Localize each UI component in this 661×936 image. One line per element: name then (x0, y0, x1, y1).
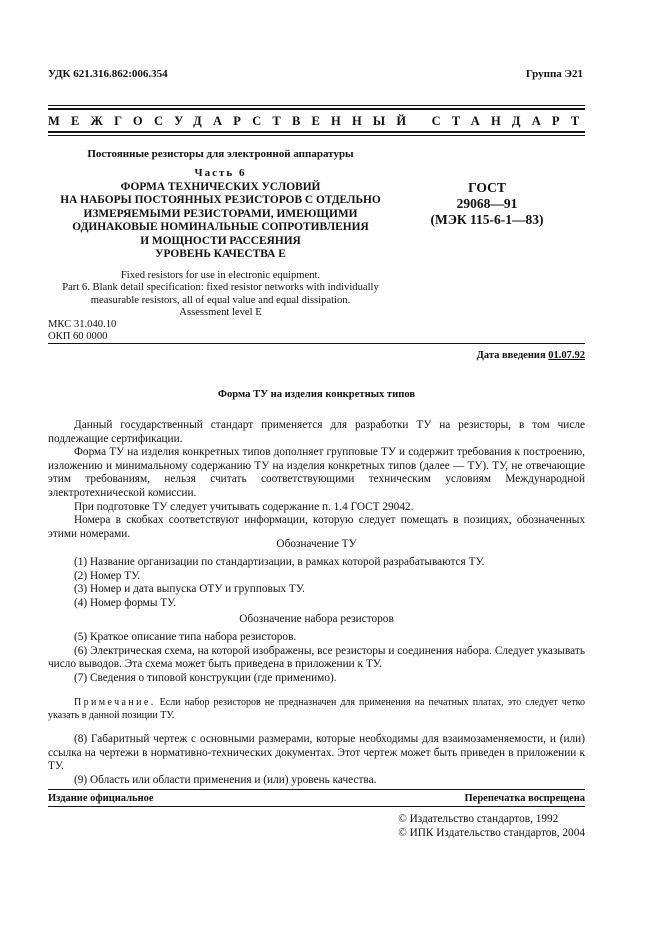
intro-text (48, 419, 585, 541)
iec-number: (МЭК 115-6-1—83) (430, 212, 544, 227)
english-title (48, 270, 393, 320)
classification-codes (48, 319, 116, 343)
section-tu-items (48, 556, 585, 610)
udk-code: УДК 621.316.862:006.354 (48, 68, 168, 80)
list-item: (6) Электрическая схема, на которой изображены, все резисторы и соединения набора. Следует указывать число выводов. Эта схема может быть приведена в приложении к ТУ. (48, 644, 585, 671)
english-line: Fixed resistors for use in electronic equipment. (120, 270, 321, 281)
official-edition: Издание официальное (48, 793, 154, 804)
title-line: НА НАБОРЫ ПОСТОЯННЫХ РЕЗИСТОРОВ С ОТДЕЛЬНО (60, 194, 381, 207)
copyright-line: © ИПК Издательство стандартов, 2004 (398, 827, 585, 839)
intro-date-value: 01.07.92 (548, 350, 585, 361)
gost-designation (412, 180, 562, 228)
footer-rule-bottom (48, 806, 585, 807)
copyright-line: © Издательство стандартов, 1992 (398, 813, 559, 825)
note-text: Если набор резисторов не предназначен для применения на печатных платах, это следует четко указать в данной позиции ТУ. (48, 697, 585, 721)
group-code: Группа Э21 (525, 68, 583, 80)
top-rule-thin (48, 105, 585, 106)
section-network-items (48, 631, 585, 685)
list-item: (5) Краткое описание типа набора резисторов. (74, 631, 297, 643)
copyright (398, 812, 585, 840)
paragraph: Форма ТУ на изделия конкретных типов дополняет групповые ТУ и содержит требования к построению, изложению и минимальному содержанию ТУ на изделия конкретных типов (далее — ТУ). ТУ, не отвечающие этим требованиям, нельзя считать соответствующими техническим условиям Международной электротехнической комиссии. (48, 446, 585, 499)
section-drawing-items (48, 733, 585, 787)
footer-rule (48, 789, 585, 790)
list-item: (2) Номер ТУ. (74, 569, 141, 582)
top-rule-thick (48, 108, 585, 110)
note-label: Примечание. (74, 697, 156, 708)
mks-code: МКС 31.040.10 (48, 319, 117, 330)
gost-number: 29068—91 (456, 196, 518, 211)
english-line: measurable resistors, all of equal value and equal dissipation. (90, 294, 351, 306)
paragraph: При подготовке ТУ следует учитывать содержание п. 1.4 ГОСТ 29042. (74, 500, 414, 513)
introduction-date (477, 350, 585, 361)
list-item: (1) Название организации по стандартизации, в рамках которой разрабатываются ТУ. (74, 556, 485, 568)
standard-title (48, 181, 393, 261)
section-title-tu: Обозначение ТУ (276, 538, 357, 550)
list-item: (9) Область или области применения и (или) уровень качества. (74, 773, 377, 786)
section-title-network: Обозначение набора резисторов (239, 613, 394, 625)
paragraph: Данный государственный стандарт применяется для разработки ТУ на резисторы, в том числе подлежащие сертификации. (48, 419, 585, 445)
banner-rule-thick (48, 131, 585, 133)
english-line: Part 6. Blank detail specification: fixed resistor networks with individually (62, 282, 379, 294)
intro-date-label: Дата введения (476, 350, 549, 361)
title-line: ИЗМЕРЯЕМЫМИ РЕЗИСТОРАМИ, ИМЕЮЩИМИ (83, 207, 358, 220)
title-line: ФОРМА ТЕХНИЧЕСКИХ УСЛОВИЙ (120, 181, 321, 193)
paragraph: Номера в скобках соответствуют информации, которую следует помещать в позициях, обозначенных этими номерами. (48, 514, 585, 540)
banner-rule-thin (48, 135, 585, 136)
title-line: ОДИНАКОВЫЕ НОМИНАЛЬНЫЕ СОПРОТИВЛЕНИЯ (72, 221, 369, 234)
title-line: И МОЩНОСТИ РАССЕЯНИЯ (140, 234, 301, 247)
note (48, 697, 585, 722)
part-number: Часть 6 (194, 167, 247, 179)
reprint-prohibited: Перепечатка воспрещена (464, 793, 585, 804)
list-item: (4) Номер формы ТУ. (74, 596, 177, 609)
interstate-standard-banner: МЕЖГОСУДАРСТВЕННЫЙ СТАНДАРТ (48, 114, 591, 128)
title-line: УРОВЕНЬ КАЧЕСТВА Е (155, 248, 286, 261)
main-title: Форма ТУ на изделия конкретных типов (217, 389, 416, 400)
list-item: (3) Номер и дата выпуска ОТУ и групповых ТУ. (74, 583, 305, 596)
english-line: Assessment level E (179, 307, 262, 319)
list-item: (7) Сведения о типовой конструкции (где применимо). (74, 671, 337, 684)
codes-underline (48, 343, 585, 344)
standard-subtitle: Постоянные резисторы для электронной аппаратуры (87, 148, 354, 160)
gost-label: ГОСТ (468, 180, 506, 195)
okp-code: ОКП 60 0000 (48, 331, 108, 342)
list-item: (8) Габаритный чертеж с основными размерами, которые необходимы для взаимозаменяемости, и (или) ссылка на чертежи в нормативно-технических документах. Этот чертеж может быть приведен в приложении к ТУ. (48, 733, 585, 773)
